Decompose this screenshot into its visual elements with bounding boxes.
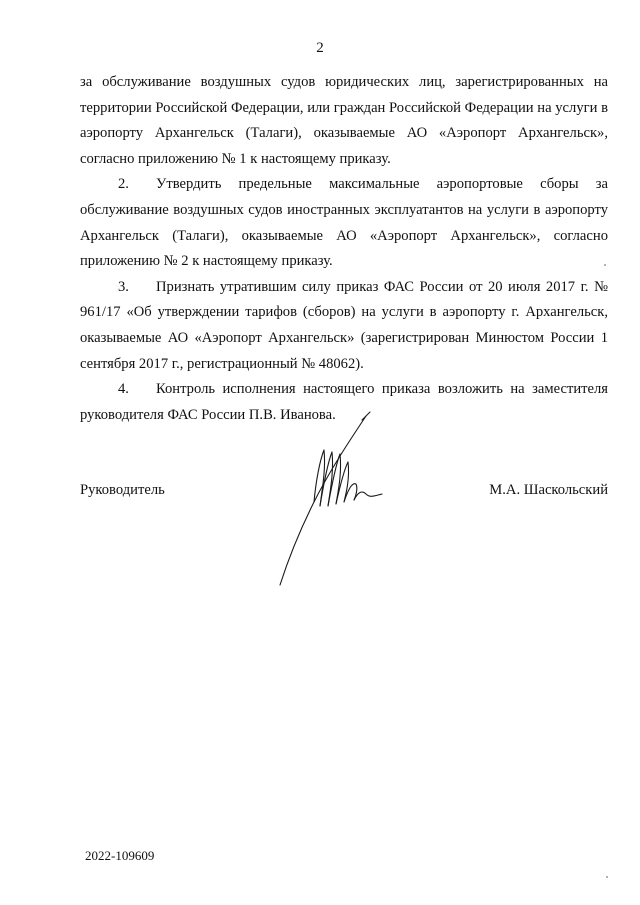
- scan-speck: [606, 876, 608, 878]
- paragraph-4-text: Контроль исполнения настоящего приказа возложить на заместителя руководителя ФАС России П.В. Иванова.: [80, 381, 608, 423]
- paragraph-3: [80, 275, 608, 377]
- page-number: 2: [316, 40, 324, 56]
- paragraph-2-number: 2.: [118, 176, 129, 193]
- document-body: [80, 70, 608, 428]
- signatory-title: Руководитель: [80, 482, 165, 498]
- paragraph-4-number: 4.: [118, 381, 129, 398]
- document-code: 2022-109609: [85, 848, 155, 863]
- paragraph-2: [80, 172, 608, 274]
- paragraph-1-text: за обслуживание воздушных судов юридических лиц, зарегистрированных на территории Российской Федерации, или граждан Российской Федерации на услуги в аэропорту Архангельск (Талаги), оказываемые АО «Аэропорт Архангельск», согласно приложению № 1 к настоящему приказу.: [80, 74, 608, 167]
- scan-speck: [604, 264, 606, 266]
- signatory-name: М.А. Шаскольский: [489, 482, 608, 498]
- paragraph-1: [80, 70, 608, 172]
- paragraph-3-text: Признать утратившим силу приказ ФАС России от 20 июля 2017 г. № 961/17 «Об утверждении тарифов (сборов) на услуги в аэропорту г. Архангельск, оказываемые АО «Аэропорт Архангельск» (зарегистрирован Минюстом России 1 сентября 2017 г., регистрационный № 48062).: [80, 278, 608, 372]
- signature-block: [80, 482, 608, 506]
- paragraph-2-text: Утвердить предельные максимальные аэропортовые сборы за обслуживание воздушных судов иностранных эксплуатантов на услуги в аэропорту Архангельск (Талаги), оказываемые АО «Аэропорт Архангельск», согласно приложению № 2 к настоящему приказу.: [80, 176, 608, 270]
- paragraph-3-number: 3.: [118, 278, 129, 295]
